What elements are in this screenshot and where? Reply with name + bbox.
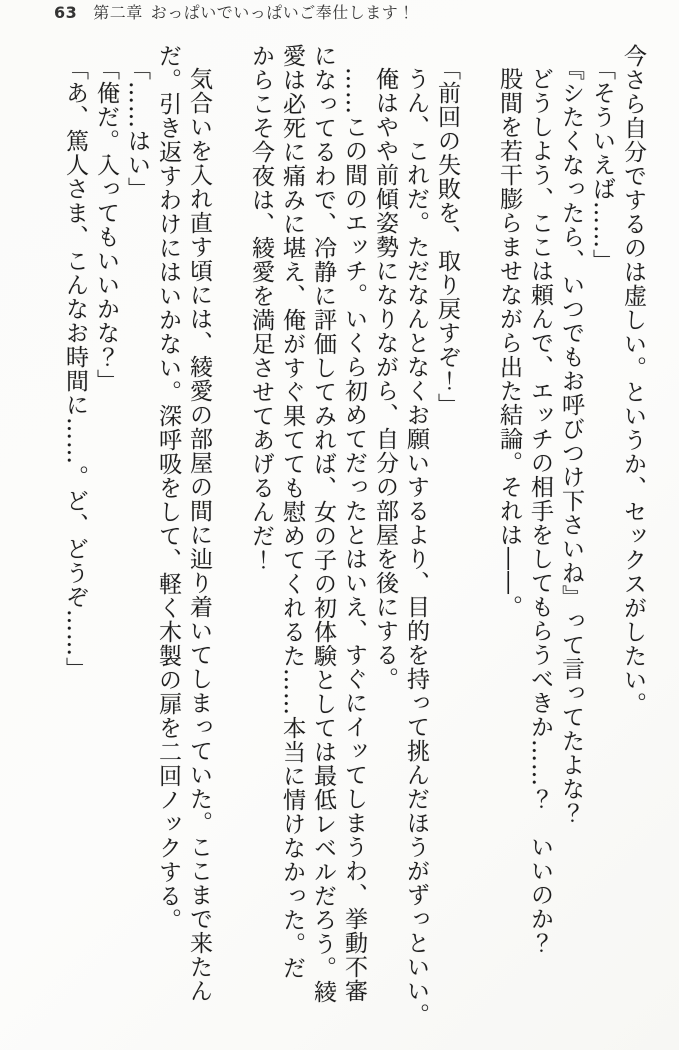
blank-column [462, 44, 493, 1044]
blank-column [214, 44, 245, 1044]
text-column: 気合いを入れ直す頃には、綾愛の部屋の間に辿り着いてしまっていた。ここまで来たん [186, 67, 212, 1003]
chapter-label: 第二章 [93, 3, 143, 22]
text-column: 『シたくなったら、いつでもお呼びつけ下さいね』って言ってたよな？ [558, 56, 584, 825]
text-column: 俺はやや前傾姿勢になりながら、自分の部屋を後にする。 [372, 67, 398, 691]
text-column: 「前回の失敗を、取り戻すぞ！」 [434, 56, 460, 417]
text-column: どうしよう、ここは頼んで、エッチの相手をしてもらうべきか……？ いいのか？ [527, 67, 553, 955]
text-columns [59, 44, 648, 1044]
text-column: 股間を若干膨らませながら出た結論。それは――。 [496, 67, 522, 619]
text-column: になってるわで、冷静に評価してみれば、女の子の初体験としては最低レベルだろう。綾 [310, 44, 336, 1004]
text-column: 「そういえば……」 [589, 56, 615, 273]
text-column: 愛は必死に痛みに堪え、俺がすぐ果てても慰めてくれるた……本当に情けなかった。だ [279, 44, 305, 980]
page-header [54, 3, 415, 23]
text-column: 「……はい」 [124, 56, 150, 201]
text-column: 今さら自分でするのは虚しい。というか、セックスがしたい。 [620, 44, 646, 716]
text-column: 「あ、篤人さま、こんなお時間に……。ど、どうぞ……」 [62, 56, 88, 681]
text-column: からこそ今夜は、綾愛を満足させてあげるんだ！ [248, 44, 274, 572]
text-column: 「俺だ。入ってもいいかな？」 [93, 56, 119, 393]
text-column: うん、これだ。ただなんとなくお願いするより、目的を持って挑んだほうがずっといい。 [403, 67, 429, 1027]
page-number: 63 [54, 3, 78, 22]
text-column: ……この間のエッチ。いくら初めてだったとはいえ、すぐにイッてしまうわ、挙動不審 [341, 67, 367, 1003]
chapter-title: おっぱいでいっぱいご奉仕します！ [150, 3, 415, 22]
text-column: だ。引き返すわけにはいかない。深呼吸をして、軽く木製の扉を二回ノックする。 [155, 44, 181, 932]
